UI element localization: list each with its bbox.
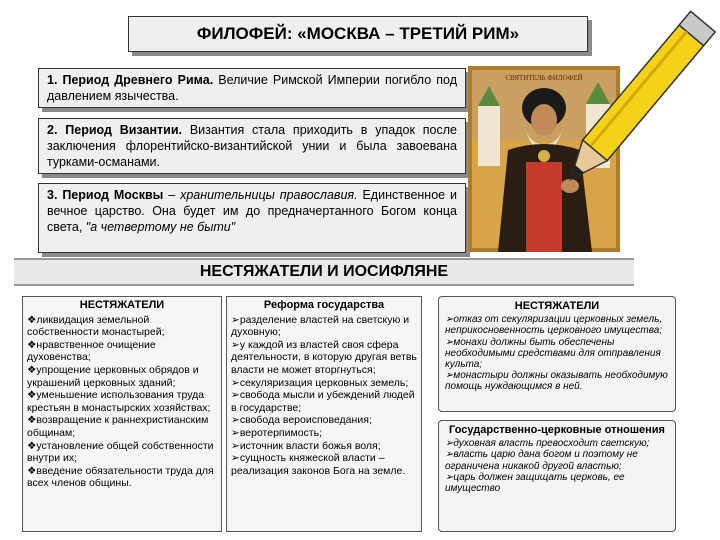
list-item: ❖возвращение к раннехристианским общинам;: [27, 414, 209, 439]
list-item: ➢веротерпимость;: [231, 426, 322, 439]
list-item: ➢свобода мысли и убеждений людей в государстве;: [231, 389, 415, 414]
col2-title: Реформа государства: [263, 299, 385, 311]
state-reform-column: [226, 296, 422, 532]
church-state-column: [438, 420, 676, 532]
icon-caption: СВЯТИТЕЛЬ ФИЛОФЕЙ: [505, 74, 583, 82]
period-2-head: 2. Период Византии.: [47, 123, 182, 137]
period-1: [38, 68, 466, 108]
josephites-column: [438, 296, 676, 412]
list-item: ❖уменьшение использования труда крестьян в монастырских хозяйствах;: [27, 389, 211, 414]
list-item: ❖упрощение церковных обрядов и украшений церковных зданий;: [27, 363, 199, 389]
period-3: [38, 183, 466, 253]
list-item: ➢у каждой из властей своя сфера деятельности, в которую другая ветвь власти не может вторгнуться;: [231, 338, 417, 376]
pencil-icon: [560, 4, 716, 194]
list-item: ➢разделение властей на светскую и духовную;: [231, 313, 410, 339]
period-3-head: 3. Период Москвы: [47, 188, 164, 202]
list-item: ➢источник власти божья воля;: [231, 439, 381, 452]
list-item: ➢монахи должны быть обеспечены необходимыми средствами для отправления культа;: [445, 336, 661, 371]
list-item: ➢секуляризация церковных земель;: [231, 376, 409, 389]
period-3-italic: – хранительницы православия.: [163, 188, 358, 202]
period-3-quote: "а четвертому не быти": [85, 220, 236, 234]
list-item: ➢монастыри должны оказывать необходимую помощь нуждающимся в ней.: [445, 370, 668, 393]
list-item: ❖установление общей собственности внутри их;: [27, 439, 214, 465]
col4-title: Государственно-церковные отношения: [449, 424, 665, 436]
list-item: ➢свобода вероисповедания;: [231, 414, 372, 427]
section-banner: НЕСТЯЖАТЕЛИ И ИОСИФЛЯНЕ: [14, 258, 634, 286]
list-item: ❖нравственное очищение духовенства;: [27, 338, 156, 364]
period-1-head: 1. Период Древнего Рима.: [47, 73, 214, 87]
list-item: ➢духовная власть превосходит светскую;: [445, 438, 650, 450]
page-title: ФИЛОФЕЙ: «МОСКВА – ТРЕТИЙ РИМ»: [128, 16, 588, 52]
list-item: ❖введение обязательности труда для всех членов общины.: [27, 464, 214, 490]
list-item: ➢отказ от секуляризации церковных земель, неприкосновенность церковного имущества;: [445, 314, 663, 337]
period-2: [38, 118, 466, 174]
list-item: ➢сущность княжеской власти – реализация законов Бога на земле.: [231, 452, 406, 477]
period-3-text: Единственное и вечное царство. Она будет им до предначертанного Богом конца света,: [47, 188, 457, 234]
list-item: ➢царь должен защищать церковь, ее имущество: [445, 471, 625, 495]
list-item: ❖ликвидация земельной собственности монастырей;: [27, 313, 165, 339]
col1-title: НЕСТЯЖАТЕЛИ: [79, 299, 165, 311]
non-possessors-column: [22, 296, 222, 532]
list-item: ➢власть царю дана богом и поэтому не ограничена никакой другой властью;: [445, 449, 638, 472]
period-1-text: Величие Римской Империи погибло под давлением язычества.: [47, 73, 458, 103]
period-2-text: Византия стала приходить в упадок после заключения флорентийско-византийской унии и была завоевана турками-османами.: [47, 123, 457, 169]
col3-title: НЕСТЯЖАТЕЛИ: [514, 300, 600, 312]
